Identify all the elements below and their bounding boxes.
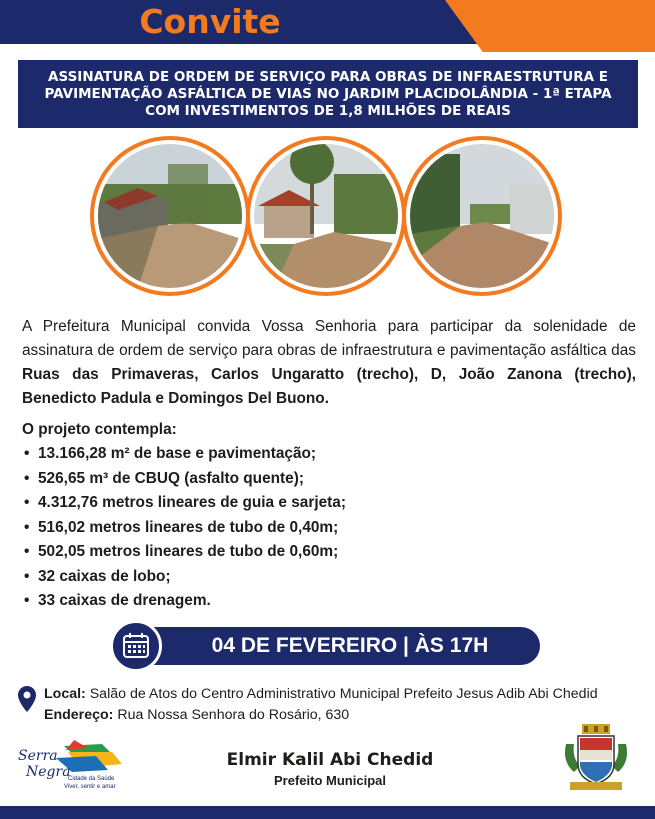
address-label: Endereço: — [44, 707, 114, 723]
street-photo-1 — [90, 136, 250, 296]
location-line — [44, 684, 598, 705]
signer-role: Prefeito Municipal — [274, 773, 386, 788]
address-value: Rua Nossa Senhora do Rosário, 630 — [113, 707, 350, 723]
local-value: Salão de Atos do Centro Administrativo Municipal Prefeito Jesus Adib Abi Chedid — [85, 686, 598, 702]
logo-tag2: Viver, sentir e amar — [64, 784, 116, 790]
list-item: • 33 caixas de drenagem. — [22, 589, 346, 614]
list-item: • 526,65 m³ de CBUQ (asfalto quente); — [22, 467, 346, 492]
location-pin-icon — [18, 686, 36, 717]
logo-line2: Negra — [26, 764, 71, 780]
signer-name: Elmir Kalil Abi Chedid — [226, 750, 434, 770]
city-logo — [16, 738, 126, 790]
calendar-icon — [110, 620, 162, 672]
intro-paragraph — [22, 315, 636, 411]
intro-streets: Ruas das Primaveras, Carlos Ungaratto (trecho), D, João Zanona (trecho), Benedicto Padula e Domingos Del Buono. — [22, 366, 636, 407]
address-line — [44, 705, 598, 726]
signature-block — [180, 750, 480, 788]
event-date-time: 04 DE FEVEREIRO | ÀS 17H — [211, 634, 489, 657]
list-item: • 516,02 metros lineares de tubo de 0,40m; — [22, 516, 346, 541]
logo-line1: Serra — [18, 748, 58, 764]
event-banner — [18, 60, 638, 128]
footer-bar — [0, 806, 655, 819]
list-item: • 4.312,76 metros lineares de guia e sarjeta; — [22, 491, 346, 516]
project-heading: O projeto contempla: — [22, 421, 177, 438]
list-item: • 32 caixas de lobo; — [22, 565, 346, 590]
top-bar-accent — [445, 0, 655, 52]
city-crest-icon — [560, 722, 632, 792]
street-photo-3 — [402, 136, 562, 296]
banner-text: ASSINATURA DE ORDEM DE SERVIÇO PARA OBRAS DE INFRAESTRUTURA E PAVIMENTAÇÃO ASFÁLTICA DE VIAS NO JARDIM PLACIDOLÂNDIA - 1ª ETAPA COM INVESTIMENTOS DE 1,8 MILHÕES DE REAIS — [44, 68, 612, 119]
page-title: Convite — [139, 2, 281, 41]
list-item: • 13.166,28 m² de base e pavimentação; — [22, 442, 346, 467]
location-info — [44, 684, 598, 726]
street-photo-2 — [246, 136, 406, 296]
local-label: Local: — [44, 686, 86, 702]
logo-tag1: Cidade da Saúde — [68, 776, 115, 782]
project-items-list — [22, 442, 346, 614]
list-item: • 502,05 metros lineares de tubo de 0,60m; — [22, 540, 346, 565]
intro-text: A Prefeitura Municipal convida Vossa Senhoria para participar da solenidade de assinatura de ordem de serviço para obras de infraestrutura e pavimentação asfáltica das — [22, 318, 636, 359]
